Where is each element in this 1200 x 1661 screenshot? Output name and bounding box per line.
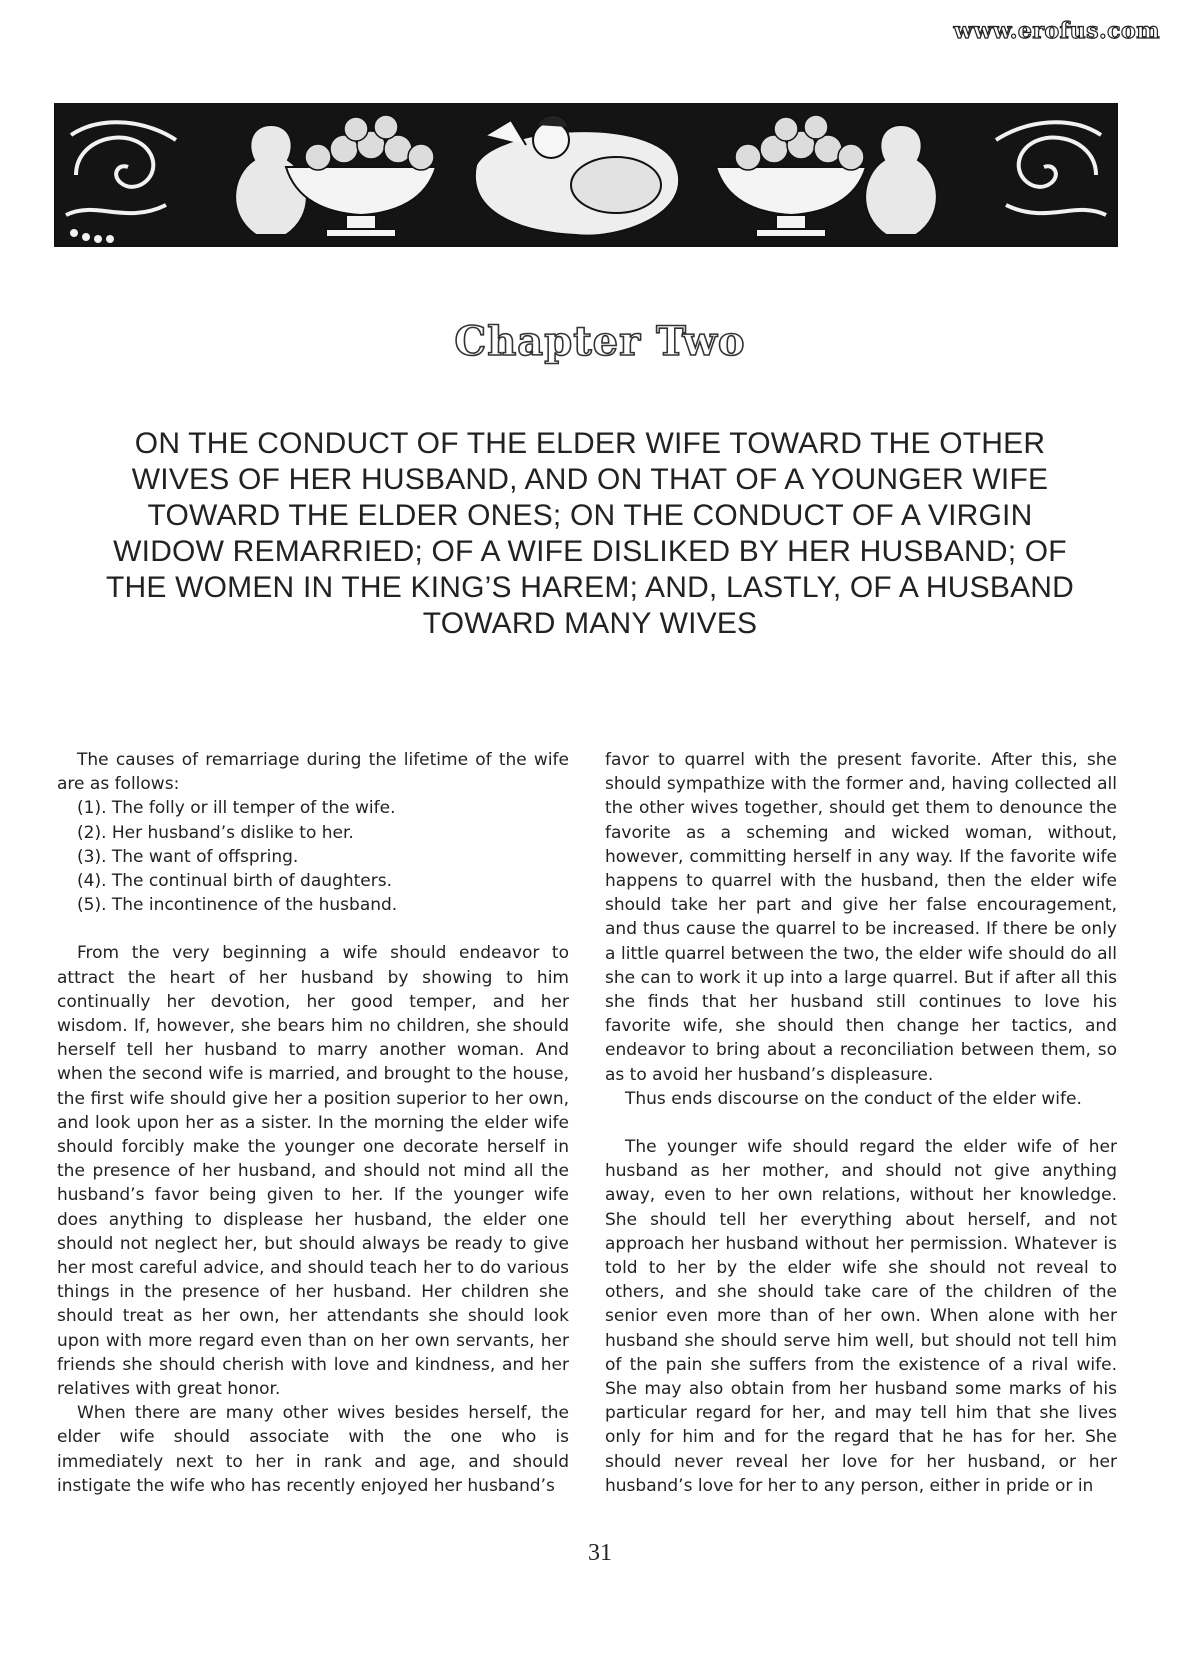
list-item: (5). The incontinence of the husband.: [77, 895, 398, 916]
chapter-title: Chapter Two: [454, 318, 746, 365]
watermark-text: www.erofus.com: [953, 18, 1160, 44]
right-text-column: [605, 748, 1117, 1498]
left-text-column: [57, 748, 569, 1498]
body-paragraph: Thus ends discourse on the conduct of the elder wife.: [625, 1088, 1082, 1109]
decorative-banner-illustration: [54, 103, 1118, 247]
list-item: (2). Her husband’s dislike to her.: [77, 822, 354, 843]
causes-list: [57, 796, 569, 917]
body-paragraph: From the very beginning a wife should endeavor to attract the heart of her husband by showing to him continually her devotion, her good temper, and her wisdom. If, however, she bears him no children, she should herself tell her husband to marry another woman. And when the second wife is married, and brought to the house, the first wife should give her a position superior to her own, and look upon her as a sister. In the morning the elder wife should forcibly make the younger one decorate herself in the presence of her husband, and should not mind all the husband’s favor being given to her. If the younger wife does anything to displease her husband, the elder one should not neglect her, but should always be ready to give her most careful advice, and should teach her to do various things in the presence of her husband. Her children she should treat as her own, her attendants she should look upon with more regard even than on her own servants, her friends she should cherish with love and kindness, and her relatives with great honor.: [57, 943, 569, 1400]
chapter-heading: ON THE CONDUCT OF THE ELDER WIFE TOWARD THE OTHER WIVES OF HER HUSBAND, AND ON THAT OF A YOUNGER WIFE TOWARD THE ELDER ONES; ON THE CONDUCT OF A VIRGIN WIDOW REMARRIED; OF A WIFE DISLIKED BY HER HUSBAND; OF THE WOMEN IN THE KING’S HAREM; AND, LASTLY, OF A HUSBAND TOWARD MANY WIVES: [105, 427, 1075, 640]
list-item: (4). The continual birth of daughters.: [77, 871, 392, 892]
body-paragraph: When there are many other wives besides herself, the elder wife should associate with the one who is immediately next to her in rank and age, and should instigate the wife who has recently enjoyed her husband’s: [57, 1403, 569, 1496]
list-item: (1). The folly or ill temper of the wife.: [77, 798, 396, 819]
ornament-illustration: [56, 105, 1116, 245]
page-number: 31: [588, 1540, 612, 1566]
body-paragraph: The younger wife should regard the elder wife of her husband as her mother, and should not give anything away, even to her own relations, without her knowledge. She should tell her everything about herself, and not approach her husband without her permission. Whatever is told to her by the elder wife she should not reveal to others, and she should take care of the children of the senior even more than of her own. When alone with her husband she should serve him well, but should not tell him of the pain she suffers from the existence of a rival wife. She may also obtain from her husband some marks of his particular regard for her, and may tell him that she lives only for him and for the regard that he has for her. She should never reveal her love for her husband, or her husband’s love for her to any person, either in pride or in: [605, 1137, 1117, 1496]
intro-paragraph: The causes of remarriage during the lifetime of the wife are as follows:: [57, 750, 569, 795]
list-item: (3). The want of offspring.: [77, 846, 299, 867]
body-paragraph: favor to quarrel with the present favorite. After this, she should sympathize with the former and, having collected all the other wives together, should get them to denounce the favorite as a scheming and wicked woman, without, however, committing herself in any way. If the favorite wife happens to quarrel with the husband, then the elder wife should take her part and give her false encouragement, and thus cause the quarrel to be increased. If there be only a little quarrel between the two, the elder wife should do all she can to work it up into a large quarrel. But if after all this she finds that her husband still continues to love his favorite wife, she should then change her tactics, and endeavor to bring about a reconciliation between them, so as to avoid her husband’s displeasure.: [605, 750, 1117, 1085]
